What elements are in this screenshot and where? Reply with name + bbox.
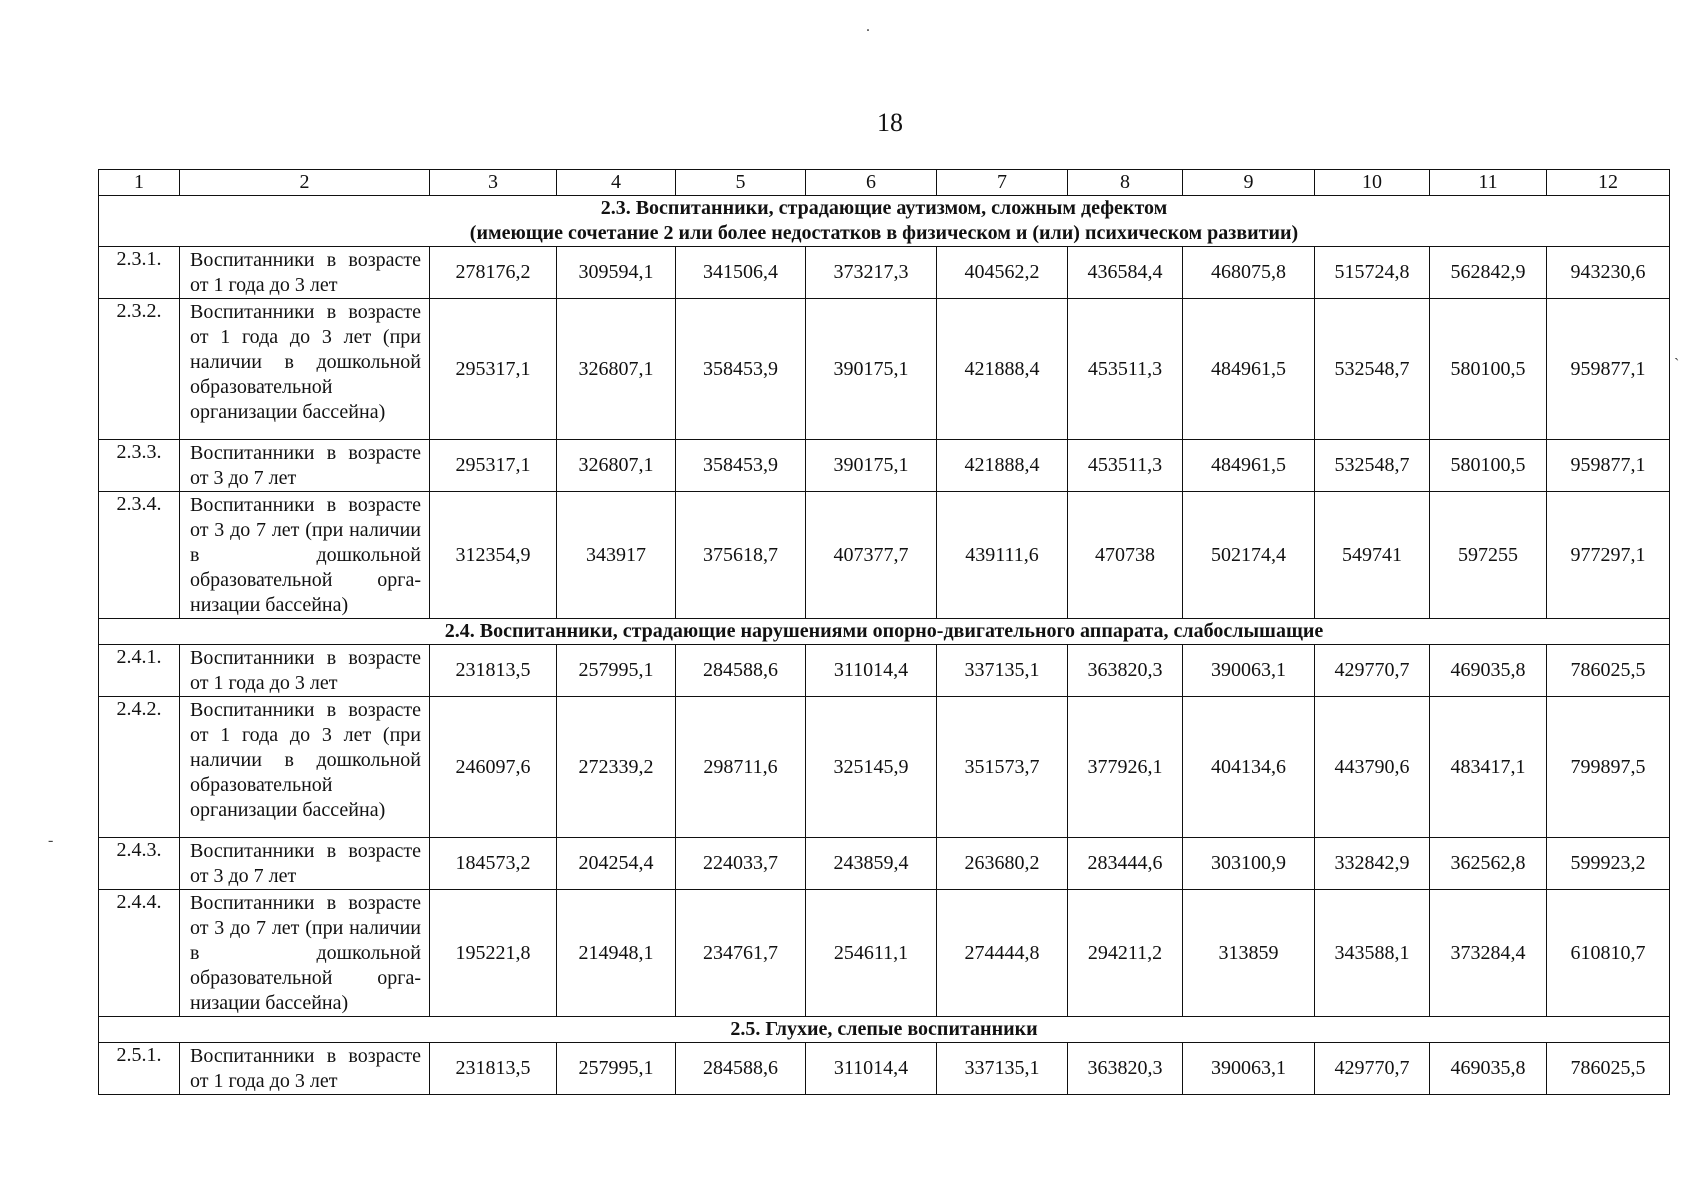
column-number: 5 <box>676 170 806 196</box>
row-value: 515724,8 <box>1315 247 1430 299</box>
row-description: Воспитанники в возрасте от 3 до 7 лет (при наличии в дошкольной образовательной организации бассейна) <box>180 492 430 619</box>
row-value: 439111,6 <box>937 492 1068 619</box>
column-number: 12 <box>1547 170 1670 196</box>
row-description: Воспитанники в возрасте от 3 до 7 лет (при наличии в дошкольной образовательной организации бассейна) <box>180 890 430 1017</box>
row-value: 610810,7 <box>1547 890 1670 1017</box>
scan-speck: - <box>48 832 54 849</box>
row-value: 532548,7 <box>1315 440 1430 492</box>
page-number: 18 <box>877 108 903 137</box>
scan-speck: ` <box>1674 356 1680 373</box>
row-value: 234761,7 <box>676 890 806 1017</box>
row-value: 326807,1 <box>557 299 676 440</box>
row-value: 468075,8 <box>1183 247 1315 299</box>
row-value: 421888,4 <box>937 299 1068 440</box>
row-value: 332842,9 <box>1315 838 1430 890</box>
row-value: 362562,8 <box>1430 838 1547 890</box>
row-value: 502174,4 <box>1183 492 1315 619</box>
row-value: 195221,8 <box>430 890 557 1017</box>
row-value: 312354,9 <box>430 492 557 619</box>
row-value: 358453,9 <box>676 299 806 440</box>
row-value: 231813,5 <box>430 645 557 697</box>
row-value: 453511,3 <box>1068 299 1183 440</box>
row-code: 2.3.3. <box>99 440 180 492</box>
row-value: 786025,5 <box>1547 645 1670 697</box>
section-header-row <box>99 619 1670 645</box>
row-value: 562842,9 <box>1430 247 1547 299</box>
row-value: 303100,9 <box>1183 838 1315 890</box>
row-code: 2.5.1. <box>99 1043 180 1095</box>
row-value: 390175,1 <box>806 440 937 492</box>
row-value: 390175,1 <box>806 299 937 440</box>
row-value: 404134,6 <box>1183 697 1315 838</box>
row-value: 580100,5 <box>1430 299 1547 440</box>
row-value: 429770,7 <box>1315 1043 1430 1095</box>
row-value: 404562,2 <box>937 247 1068 299</box>
column-number: 10 <box>1315 170 1430 196</box>
row-value: 484961,5 <box>1183 440 1315 492</box>
row-value: 977297,1 <box>1547 492 1670 619</box>
section-title <box>99 619 1670 645</box>
row-value: 377926,1 <box>1068 697 1183 838</box>
row-value: 358453,9 <box>676 440 806 492</box>
row-value: 294211,2 <box>1068 890 1183 1017</box>
row-code: 2.4.4. <box>99 890 180 1017</box>
row-value: 246097,6 <box>430 697 557 838</box>
table-row <box>99 697 1670 838</box>
row-value: 799897,5 <box>1547 697 1670 838</box>
row-value: 295317,1 <box>430 299 557 440</box>
row-value: 429770,7 <box>1315 645 1430 697</box>
table-row <box>99 1043 1670 1095</box>
row-value: 959877,1 <box>1547 440 1670 492</box>
row-value: 484961,5 <box>1183 299 1315 440</box>
tariff-table <box>98 169 1670 1095</box>
row-value: 390063,1 <box>1183 1043 1315 1095</box>
section-title-line: 2.4. Воспитанники, страдающие нарушениями опорно-двигательного аппарата, слабослышащие <box>444 620 1324 642</box>
row-description: Воспитанники в возрасте от 1 года до 3 лет <box>180 1043 430 1095</box>
row-value: 469035,8 <box>1430 645 1547 697</box>
row-value: 283444,6 <box>1068 838 1183 890</box>
row-value: 311014,4 <box>806 645 937 697</box>
row-value: 786025,5 <box>1547 1043 1670 1095</box>
row-description: Воспитанники в возрасте от 1 года до 3 лет (при наличии в дошкольной образовательной организации бассейна) <box>180 299 430 440</box>
row-value: 343917 <box>557 492 676 619</box>
row-value: 470738 <box>1068 492 1183 619</box>
row-value: 532548,7 <box>1315 299 1430 440</box>
column-number: 8 <box>1068 170 1183 196</box>
row-value: 184573,2 <box>430 838 557 890</box>
section-title <box>99 1017 1670 1043</box>
row-value: 959877,1 <box>1547 299 1670 440</box>
row-code: 2.4.1. <box>99 645 180 697</box>
table-row <box>99 492 1670 619</box>
row-value: 549741 <box>1315 492 1430 619</box>
row-value: 363820,3 <box>1068 1043 1183 1095</box>
row-code: 2.3.1. <box>99 247 180 299</box>
table-row <box>99 440 1670 492</box>
row-value: 337135,1 <box>937 1043 1068 1095</box>
row-value: 351573,7 <box>937 697 1068 838</box>
row-value: 295317,1 <box>430 440 557 492</box>
column-number: 9 <box>1183 170 1315 196</box>
row-value: 363820,3 <box>1068 645 1183 697</box>
row-value: 284588,6 <box>676 1043 806 1095</box>
row-value: 326807,1 <box>557 440 676 492</box>
row-description: Воспитанники в возрасте от 3 до 7 лет <box>180 440 430 492</box>
section-header-row <box>99 196 1670 247</box>
column-number: 1 <box>99 170 180 196</box>
row-value: 254611,1 <box>806 890 937 1017</box>
row-value: 257995,1 <box>557 1043 676 1095</box>
row-value: 407377,7 <box>806 492 937 619</box>
column-number-row <box>99 170 1670 196</box>
table-row <box>99 645 1670 697</box>
row-value: 224033,7 <box>676 838 806 890</box>
row-value: 943230,6 <box>1547 247 1670 299</box>
row-value: 373284,4 <box>1430 890 1547 1017</box>
row-value: 284588,6 <box>676 645 806 697</box>
row-value: 337135,1 <box>937 645 1068 697</box>
row-value: 341506,4 <box>676 247 806 299</box>
row-value: 298711,6 <box>676 697 806 838</box>
row-value: 469035,8 <box>1430 1043 1547 1095</box>
row-value: 311014,4 <box>806 1043 937 1095</box>
row-value: 443790,6 <box>1315 697 1430 838</box>
row-value: 343588,1 <box>1315 890 1430 1017</box>
table-row <box>99 890 1670 1017</box>
column-number: 2 <box>180 170 430 196</box>
table-row <box>99 247 1670 299</box>
column-number: 7 <box>937 170 1068 196</box>
row-value: 313859 <box>1183 890 1315 1017</box>
row-value: 272339,2 <box>557 697 676 838</box>
row-value: 204254,4 <box>557 838 676 890</box>
table-row <box>99 299 1670 440</box>
row-code: 2.3.4. <box>99 492 180 619</box>
column-number: 6 <box>806 170 937 196</box>
section-title <box>99 196 1670 247</box>
section-header-row <box>99 1017 1670 1043</box>
row-value: 599923,2 <box>1547 838 1670 890</box>
row-code: 2.3.2. <box>99 299 180 440</box>
row-value: 580100,5 <box>1430 440 1547 492</box>
row-value: 263680,2 <box>937 838 1068 890</box>
row-value: 274444,8 <box>937 890 1068 1017</box>
row-value: 214948,1 <box>557 890 676 1017</box>
section-title-line: 2.5. Глухие, слепые воспитанники <box>730 1018 1038 1040</box>
row-description: Воспитанники в возрасте от 1 года до 3 лет <box>180 645 430 697</box>
row-value: 231813,5 <box>430 1043 557 1095</box>
row-description: Воспитанники в возрасте от 3 до 7 лет <box>180 838 430 890</box>
row-value: 257995,1 <box>557 645 676 697</box>
section-title-line: 2.3. Воспитанники, страдающие аутизмом, сложным дефектом <box>600 197 1168 219</box>
table-row <box>99 838 1670 890</box>
column-number: 11 <box>1430 170 1547 196</box>
row-value: 390063,1 <box>1183 645 1315 697</box>
row-code: 2.4.2. <box>99 697 180 838</box>
row-value: 436584,4 <box>1068 247 1183 299</box>
row-value: 421888,4 <box>937 440 1068 492</box>
column-number: 4 <box>557 170 676 196</box>
row-value: 373217,3 <box>806 247 937 299</box>
scan-speck: . <box>866 18 870 35</box>
row-value: 278176,2 <box>430 247 557 299</box>
row-code: 2.4.3. <box>99 838 180 890</box>
row-value: 453511,3 <box>1068 440 1183 492</box>
row-description: Воспитанники в возрасте от 1 года до 3 лет <box>180 247 430 299</box>
section-title-line: (имеющие сочетание 2 или более недостатков в физическом и (или) психическом развитии) <box>469 222 1299 244</box>
row-description: Воспитанники в возрасте от 1 года до 3 лет (при наличии в дошкольной образовательной организации бассейна) <box>180 697 430 838</box>
row-value: 597255 <box>1430 492 1547 619</box>
column-number: 3 <box>430 170 557 196</box>
row-value: 375618,7 <box>676 492 806 619</box>
row-value: 325145,9 <box>806 697 937 838</box>
row-value: 309594,1 <box>557 247 676 299</box>
row-value: 243859,4 <box>806 838 937 890</box>
row-value: 483417,1 <box>1430 697 1547 838</box>
